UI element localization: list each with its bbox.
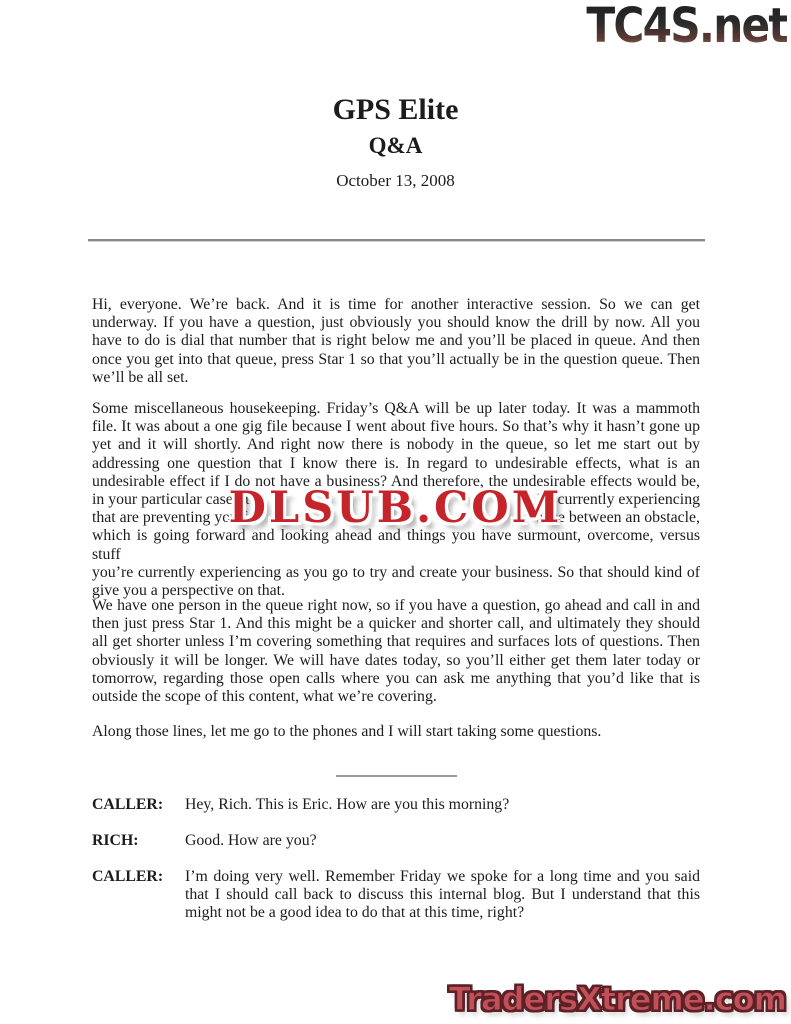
text-line: then just press Star 1. And this might be a quicker and shorter call, and ultimately they should xyxy=(92,615,700,633)
document-title: GPS Elite xyxy=(332,93,459,126)
text-line: yet and it will shortly. And right now there is nobody in the queue, so let me start out by xyxy=(92,436,700,454)
paragraph xyxy=(92,296,700,387)
text-line: Hey, Rich. This is Eric. How are you this morning? xyxy=(185,796,510,813)
text-line: I’m doing very well. Remember Friday we spoke for a long time and you said xyxy=(185,868,700,885)
paragraph xyxy=(92,597,700,706)
text-line: undesirable effect if I do not have a business? And therefore, the undesirable effects would be, xyxy=(92,472,700,490)
text-line: outside the scope of this content, what we’re covering. xyxy=(92,688,437,706)
text-line: Good. How are you? xyxy=(185,832,317,849)
text-fragment: in your particular case, it xyxy=(92,491,250,509)
text-line: might not be a good idea to do that at this time, right? xyxy=(185,904,525,922)
text-line: Some miscellaneous housekeeping. Friday’s Q&A will be up later today. It was a mammoth xyxy=(92,400,700,417)
dialogue-text xyxy=(185,796,700,814)
paragraph xyxy=(92,723,700,741)
tc4s-logo: TC4S.net xyxy=(586,0,787,54)
text-line: underway. If you have a question, just obviously you should know the drill by now. All you xyxy=(92,314,700,332)
text-line: once you get into that queue, press Star 1 so that you’ll actually be in the question queue. Then xyxy=(92,350,700,368)
text-line: which is going forward and looking ahead and things you have surmount, overcome, versus stuff xyxy=(92,527,700,563)
text-line: file. It was about a one gig file because I went about five hours. So that’s why it hasn’t gone up xyxy=(92,418,700,436)
text-line: Hi, everyone. We’re back. And it is time for another interactive session. So we can get xyxy=(92,296,700,313)
text-line: all get shorter unless I’m covering something that requires and surfaces lots of questions. Then xyxy=(92,633,700,651)
text-line: we’ll be all set. xyxy=(92,368,189,386)
tradersxtreme-logo: TradersXtreme.com xyxy=(448,980,786,1018)
dialogue-text xyxy=(185,832,700,850)
text-line: addressing one question that I know there is. In regard to undesirable effects, what is an xyxy=(92,454,700,472)
speaker-label: CALLER: xyxy=(92,796,164,813)
document-subtitle: Q&A xyxy=(368,133,423,158)
document-date: October 13, 2008 xyxy=(336,171,455,190)
text-line: tomorrow, regarding those open calls where you can ask me anything that you’d like that is xyxy=(92,669,700,687)
speaker-label: CALLER: xyxy=(92,868,164,885)
text-line: that I should call back to discuss this internal blog. But I understand that this xyxy=(185,886,700,904)
text-line: Along those lines, let me go to the phones and I will start taking some questions. xyxy=(92,723,602,740)
text-line: obviously it will be longer. We will have dates today, so you’ll either get them later today or xyxy=(92,651,700,669)
speaker-label: RICH: xyxy=(92,832,139,849)
horizontal-rule xyxy=(88,239,705,242)
dialogue-text xyxy=(185,868,700,923)
section-divider xyxy=(336,775,457,777)
text-line: We have one person in the queue right now, so if you have a question, go ahead and call in and xyxy=(92,597,700,614)
dlsub-watermark: DLSUB.COM xyxy=(228,483,563,533)
text-line: have to do is dial that number that is right below me and you’ll be placed in queue. And then xyxy=(92,332,700,350)
dialogue-entry xyxy=(92,832,700,850)
text-fragment: ’re currently experiencing xyxy=(535,491,700,509)
dialogue-entry xyxy=(92,796,700,814)
text-line: you’re currently experiencing as you go to try and create your business. So that should kind of xyxy=(92,563,700,581)
text-line: give you a perspective on that. xyxy=(92,582,286,600)
text-fragment: ence between an obstacle, xyxy=(535,509,700,527)
dialogue-entry xyxy=(92,868,700,923)
text-fragment: that are preventing you fr xyxy=(92,509,253,527)
